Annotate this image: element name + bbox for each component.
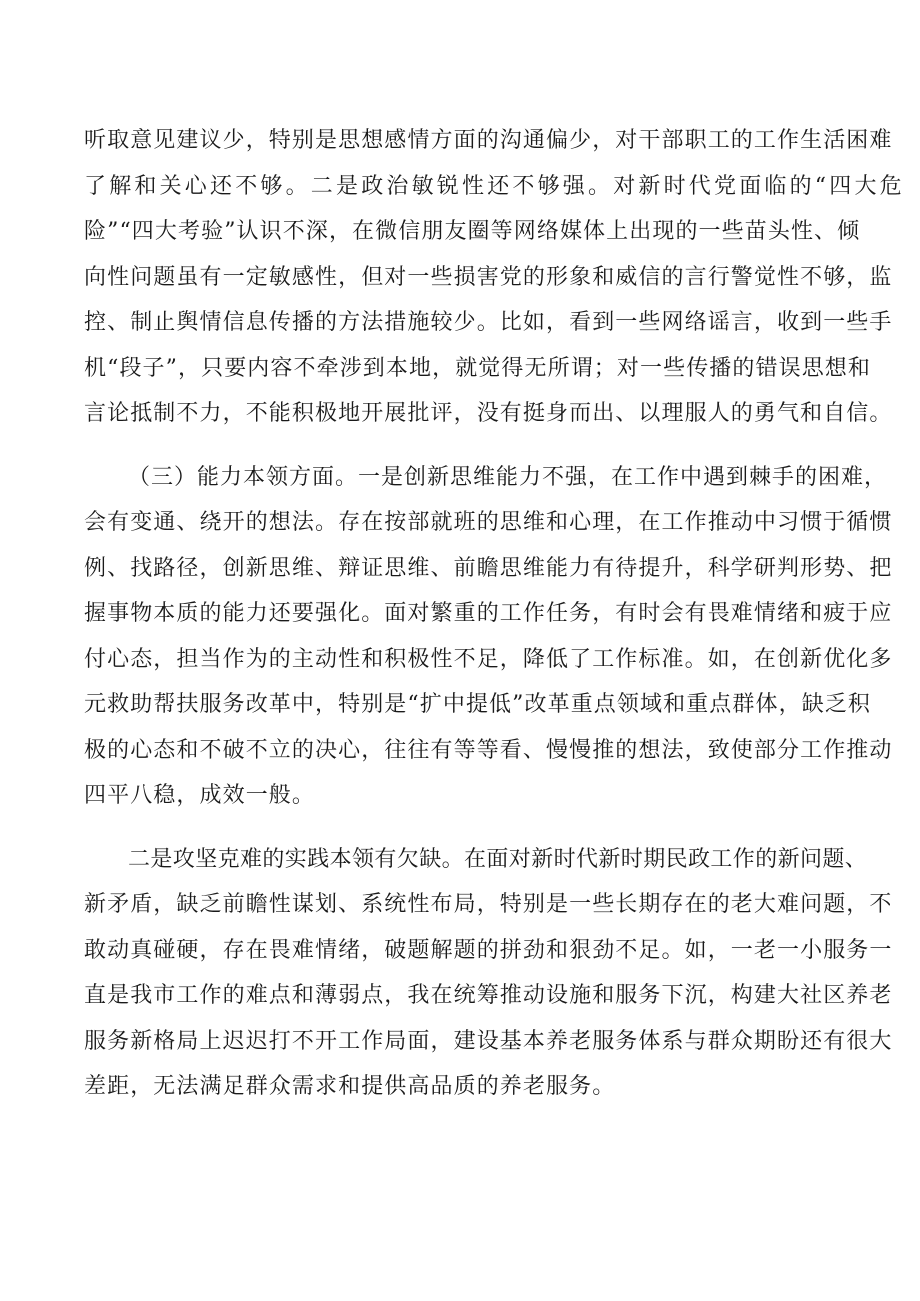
text-line: 二是攻坚克难的实践本领有欠缺。在面对新时代新时期民政工作的新问题、 [128, 846, 868, 872]
text-line: （三）能力本领方面。一是创新思维能力不强，在工作中遇到棘手的困难， [128, 464, 888, 490]
text-line: 极的心态和不破不立的决心，往往有等等看、慢慢推的想法，致使部分工作推动 [84, 737, 893, 763]
text-line: 言论抵制不力，不能积极地开展批评，没有挺身而出、以理服人的勇气和自信。 [84, 401, 893, 426]
text-line: 了解和关心还不够。二是政治敏锐性还不够强。对新时代党面临的“四大危 [84, 173, 905, 199]
text-line: 元救助帮扶服务改革中，特别是“扩中提低”改革重点领域和重点群体，缺乏积 [84, 692, 871, 717]
text-line: 会有变通、绕开的想法。存在按部就班的思维和心理，在工作推动中习惯于循惯 [84, 510, 893, 535]
text-line: 敢动真碰硬，存在畏难情绪，破题解题的拼劲和狠劲不足。如，一老一小服务一 [84, 937, 893, 963]
text-line: 机“段子”，只要内容不牵涉到本地，就觉得无所谓；对一些传播的错误思想和 [84, 355, 871, 381]
text-line: 服务新格局上迟迟打不开工作局面，建设基本养老服务体系与群众期盼还有很大 [84, 1028, 893, 1054]
text-line: 例、找路径，创新思维、辩证思维、前瞻思维能力有待提升，科学研判形势、把 [84, 555, 893, 581]
paragraph-1 [84, 118, 905, 437]
paragraph-3 [84, 837, 893, 1110]
text-line: 新矛盾，缺乏前瞻性谋划、系统性布局，特别是一些长期存在的老大难问题，不 [84, 892, 893, 917]
document-page [84, 118, 905, 1110]
text-line: 听取意见建议少，特别是思想感情方面的沟通偏少，对干部职工的工作生活困难 [84, 128, 893, 153]
text-line: 直是我市工作的难点和薄弱点，我在统筹推动设施和服务下沉，构建大社区养老 [84, 983, 893, 1008]
text-line: 四平八稳，成效一般。 [84, 783, 316, 808]
text-line: 向性问题虽有一定敏感性，但对一些损害党的形象和威信的言行警觉性不够，监 [84, 264, 893, 290]
text-line: 控、制止舆情信息传播的方法措施较少。比如，看到一些网络谣言，收到一些手 [84, 310, 893, 335]
paragraph-2 [84, 455, 893, 819]
text-line: 差距，无法满足群众需求和提供高品质的养老服务。 [84, 1074, 616, 1099]
text-line: 险”“四大考验”认识不深，在微信朋友圈等网络媒体上出现的一些苗头性、倾 [84, 219, 861, 244]
text-line: 握事物本质的能力还要强化。面对繁重的工作任务，有时会有畏难情绪和疲于应 [84, 601, 893, 626]
text-line: 付心态，担当作为的主动性和积极性不足，降低了工作标准。如，在创新优化多 [84, 646, 893, 672]
